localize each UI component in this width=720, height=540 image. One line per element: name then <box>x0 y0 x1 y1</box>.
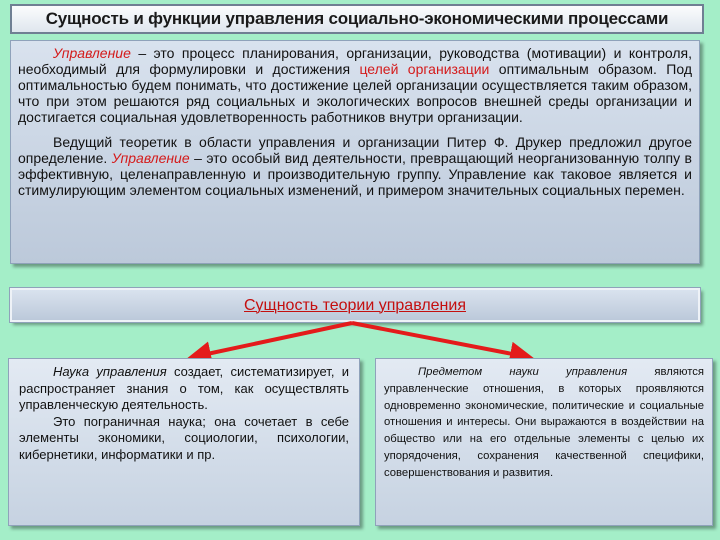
page-title: Сущность и функции управления социально-экономическими процессами <box>10 4 704 34</box>
highlight-goals: целей организации <box>359 61 490 77</box>
term-subject: Предметом науки управления <box>418 366 628 378</box>
definition-panel <box>10 40 700 264</box>
science-of-management-box: Наука управления создает, систематизирует, и распространяет знания о том, как осуществлять управленческую деятельность. Это пограничная наука; она сочетает в себе элементы экономики, социологии, психологии, кибернетики, информатики и пр. <box>8 358 360 526</box>
term-management: Управление <box>53 45 131 61</box>
arrow-left <box>193 323 352 357</box>
definition-paragraph-2: Ведущий теоретик в области управления и организации Питер Ф. Друкер предложил другое определение. Управление – это особый вид деятельности, превращающий неорганизованную толпу в эффективную, целенаправленную и производительную группу. Управление как таковое является и стимулирующим элементом социальных изменений, и примером значительных социальных перемен. <box>18 134 692 198</box>
term-science: Наука управления <box>53 364 167 379</box>
arrow-right <box>352 323 528 357</box>
definition-paragraph-1: Управление – это процесс планирования, организации, руководства (мотивации) и контроля, необходимый для формулировки и достижения целей организации оптимальным образом. Под оптимальностью будем понимать, что достижение целей организации осуществляется таким образом, что при этом решаются ряд социальных и экологических вопросов внешней среды организации и достигается социальная удовлетворенность работников внутри организации. <box>18 45 692 125</box>
subject-of-management-box: Предметом науки управления являются управленческие отношения, в которых проявляются одновременно экономические, политические и социальные отношения и интересы. Они выражаются в воздействии на общество или на его отдельные элементы с целью их упорядочения, сохранения качественной специфики, совершенствования и развития. <box>375 358 713 526</box>
term-management-drucker: Управление <box>111 150 190 166</box>
section-subtitle: Сущность теории управления <box>10 288 700 322</box>
